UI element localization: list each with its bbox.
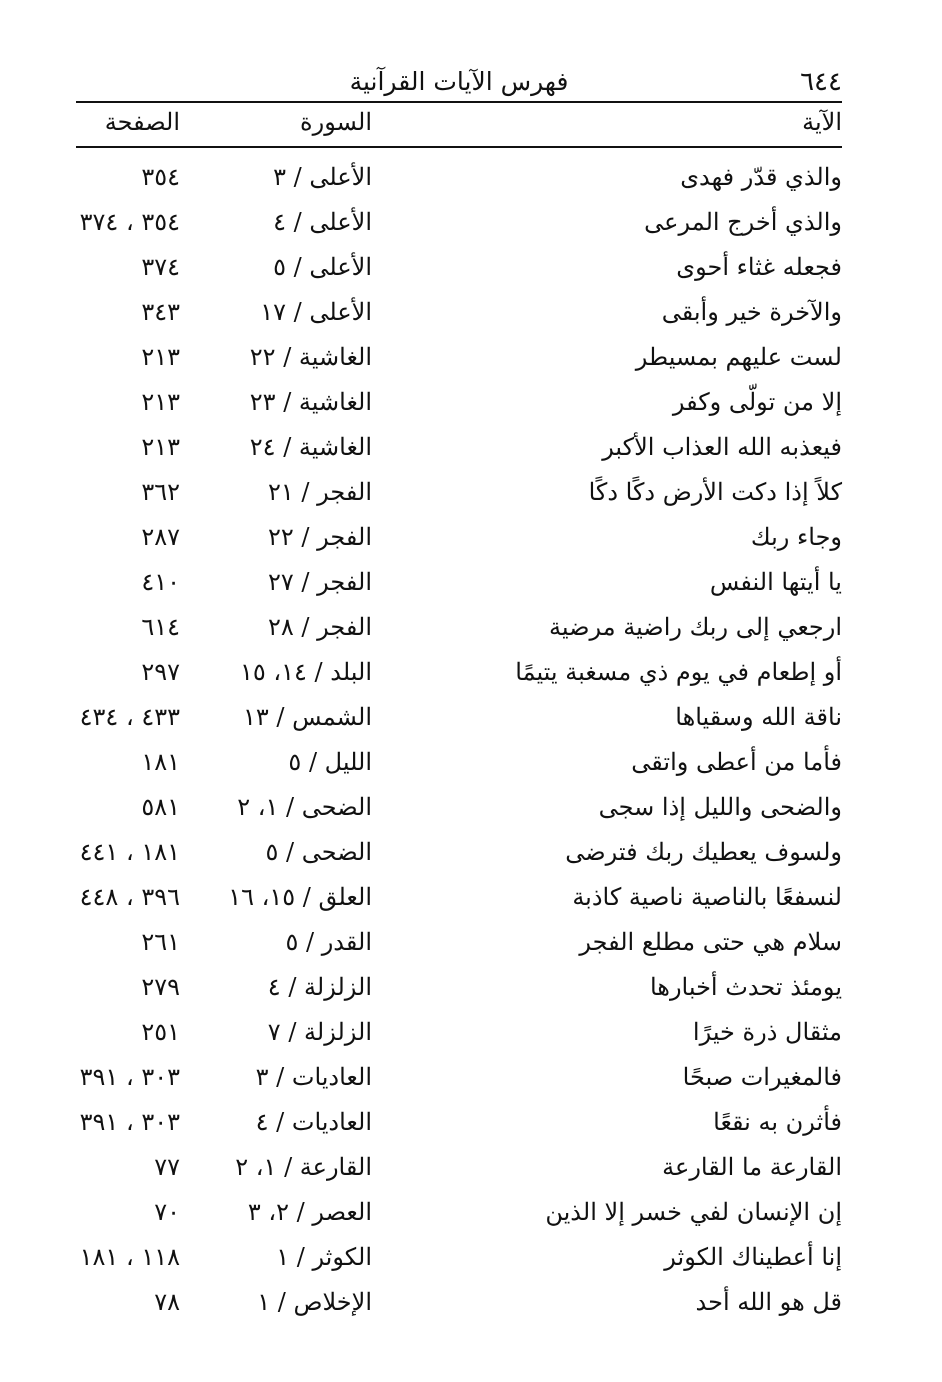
verse-cell: ولسوف يعطيك ربك فترضى bbox=[565, 838, 842, 866]
surah-cell: القدر / ٥ bbox=[285, 928, 372, 956]
verse-cell: ارجعي إلى ربك راضية مرضية bbox=[548, 613, 842, 641]
surah-cell: العاديات / ٤ bbox=[255, 1108, 372, 1136]
table-row bbox=[76, 1280, 842, 1325]
table-row bbox=[76, 785, 842, 830]
surah-cell: الليل / ٥ bbox=[288, 748, 372, 776]
verse-cell: والذي أخرج المرعى bbox=[644, 208, 842, 236]
page-cell: ٢١٣ bbox=[141, 343, 180, 371]
table-row bbox=[76, 560, 842, 605]
page-cell: ٤١٠ bbox=[141, 568, 180, 596]
page-cell: ٧٠ bbox=[154, 1198, 180, 1226]
surah-cell: الزلزلة / ٤ bbox=[267, 973, 372, 1001]
table-row bbox=[76, 155, 842, 200]
page-cell: ٢٥١ bbox=[141, 1018, 180, 1046]
page-cell: ٣٥٤ ، ٣٧٤ bbox=[79, 208, 180, 236]
table-row bbox=[76, 1145, 842, 1190]
surah-cell: الإخلاص / ١ bbox=[257, 1288, 372, 1316]
surah-cell: الغاشية / ٢٤ bbox=[249, 433, 372, 461]
table-row bbox=[76, 470, 842, 515]
surah-cell: الكوثر / ١ bbox=[276, 1243, 372, 1271]
index-table bbox=[76, 155, 842, 1325]
table-row bbox=[76, 515, 842, 560]
table-row bbox=[76, 740, 842, 785]
verse-cell: قل هو الله أحد bbox=[695, 1288, 842, 1316]
surah-cell: الفجر / ٢٧ bbox=[268, 568, 372, 596]
table-row bbox=[76, 290, 842, 335]
table-row bbox=[76, 1190, 842, 1235]
table-row bbox=[76, 1100, 842, 1145]
surah-cell: الزلزلة / ٧ bbox=[267, 1018, 372, 1046]
verse-cell: القارعة ما القارعة bbox=[662, 1153, 842, 1181]
header-rule bbox=[76, 101, 842, 103]
verse-cell: فجعله غثاء أحوى bbox=[676, 253, 842, 281]
column-header-rule bbox=[76, 146, 842, 148]
table-row bbox=[76, 200, 842, 245]
page-cell: ٣٩٦ ، ٤٤٨ bbox=[79, 883, 180, 911]
table-row bbox=[76, 1235, 842, 1280]
verse-cell: يا أيتها النفس bbox=[709, 568, 842, 596]
surah-cell: العصر / ٢، ٣ bbox=[247, 1198, 372, 1226]
page-title: فهرس الآيات القرآنية bbox=[349, 67, 569, 96]
page-cell: ٣٧٤ bbox=[141, 253, 180, 281]
page-cell: ٣٤٣ bbox=[141, 298, 180, 326]
surah-cell: الشمس / ١٣ bbox=[243, 703, 372, 731]
surah-cell: الغاشية / ٢٢ bbox=[249, 343, 372, 371]
page-cell: ٢٨٧ bbox=[141, 523, 180, 551]
table-row bbox=[76, 965, 842, 1010]
verse-cell: مثقال ذرة خيرًا bbox=[692, 1018, 842, 1046]
surah-cell: الأعلى / ٤ bbox=[273, 208, 372, 236]
surah-cell: الفجر / ٢٨ bbox=[268, 613, 372, 641]
table-row bbox=[76, 605, 842, 650]
column-headers bbox=[76, 104, 842, 144]
verse-column-header: الآية bbox=[802, 108, 842, 136]
surah-cell: الغاشية / ٢٣ bbox=[249, 388, 372, 416]
verse-cell: ناقة الله وسقياها bbox=[675, 703, 842, 731]
table-row bbox=[76, 830, 842, 875]
verse-cell: سلام هي حتى مطلع الفجر bbox=[579, 928, 842, 956]
page-cell: ٥٨١ bbox=[141, 793, 180, 821]
verse-cell: يومئذ تحدث أخبارها bbox=[649, 973, 842, 1001]
table-row bbox=[76, 425, 842, 470]
page-number: ٦٤٤ bbox=[800, 67, 842, 97]
verse-cell: أو إطعام في يوم ذي مسغبة يتيمًا bbox=[515, 658, 842, 686]
verse-cell: فيعذبه الله العذاب الأكبر bbox=[602, 433, 842, 461]
surah-cell: القارعة / ١، ٢ bbox=[235, 1153, 372, 1181]
surah-cell: الفجر / ٢١ bbox=[268, 478, 372, 506]
page-column-header: الصفحة bbox=[104, 108, 180, 136]
page-cell: ٢٩٧ bbox=[141, 658, 180, 686]
table-row bbox=[76, 1010, 842, 1055]
running-head bbox=[76, 64, 842, 100]
table-row bbox=[76, 695, 842, 740]
surah-cell: العلق / ١٥، ١٦ bbox=[228, 883, 372, 911]
page-cell: ٢١٣ bbox=[141, 388, 180, 416]
page-cell: ٢١٣ bbox=[141, 433, 180, 461]
page-cell: ٣٠٣ ، ٣٩١ bbox=[79, 1063, 180, 1091]
table-row bbox=[76, 335, 842, 380]
page-cell: ٢٦١ bbox=[141, 928, 180, 956]
verse-cell: والذي قدّر فهدى bbox=[680, 163, 842, 191]
page-cell: ٦١٤ bbox=[141, 613, 180, 641]
surah-cell: البلد / ١٤، ١٥ bbox=[239, 658, 372, 686]
verse-cell: إنا أعطيناك الكوثر bbox=[664, 1243, 842, 1271]
surah-cell: العاديات / ٣ bbox=[255, 1063, 372, 1091]
surah-cell: الضحى / ١، ٢ bbox=[237, 793, 372, 821]
surah-cell: الأعلى / ٥ bbox=[273, 253, 372, 281]
verse-cell: كلاً إذا دكت الأرض دكًا دكًا bbox=[588, 478, 842, 506]
page-cell: ٣٥٤ bbox=[141, 163, 180, 191]
verse-cell: والآخرة خير وأبقى bbox=[661, 298, 842, 326]
page-cell: ١١٨ ، ١٨١ bbox=[79, 1243, 180, 1271]
verse-cell: إلا من تولّى وكفر bbox=[672, 388, 842, 416]
table-row bbox=[76, 380, 842, 425]
verse-cell: فالمغيرات صبحًا bbox=[682, 1063, 842, 1091]
verse-cell: والضحى والليل إذا سجى bbox=[598, 793, 842, 821]
verse-cell: لست عليهم بمسيطر bbox=[635, 343, 842, 371]
verse-cell: فأثرن به نقعًا bbox=[713, 1108, 842, 1136]
table-row bbox=[76, 650, 842, 695]
verse-cell: لنسفعًا بالناصية ناصية كاذبة bbox=[572, 883, 842, 911]
page-cell: ١٨١ bbox=[141, 748, 180, 776]
surah-cell: الأعلى / ٣ bbox=[273, 163, 372, 191]
table-row bbox=[76, 1055, 842, 1100]
verse-cell: فأما من أعطى واتقى bbox=[631, 748, 842, 776]
table-row bbox=[76, 920, 842, 965]
surah-cell: الفجر / ٢٢ bbox=[268, 523, 372, 551]
surah-cell: الأعلى / ١٧ bbox=[260, 298, 372, 326]
table-row bbox=[76, 245, 842, 290]
page-cell: ١٨١ ، ٤٤١ bbox=[79, 838, 180, 866]
page-cell: ٧٧ bbox=[154, 1153, 180, 1181]
surah-column-header: السورة bbox=[300, 108, 372, 136]
page-cell: ٧٨ bbox=[154, 1288, 180, 1316]
verse-cell: إن الإنسان لفي خسر إلا الذين bbox=[545, 1198, 842, 1226]
verse-cell: وجاء ربك bbox=[750, 523, 842, 551]
table-row bbox=[76, 875, 842, 920]
page-cell: ٣٠٣ ، ٣٩١ bbox=[79, 1108, 180, 1136]
page-cell: ٢٧٩ bbox=[141, 973, 180, 1001]
page-cell: ٣٦٢ bbox=[141, 478, 180, 506]
page-cell: ٤٣٣ ، ٤٣٤ bbox=[79, 703, 180, 731]
surah-cell: الضحى / ٥ bbox=[265, 838, 372, 866]
